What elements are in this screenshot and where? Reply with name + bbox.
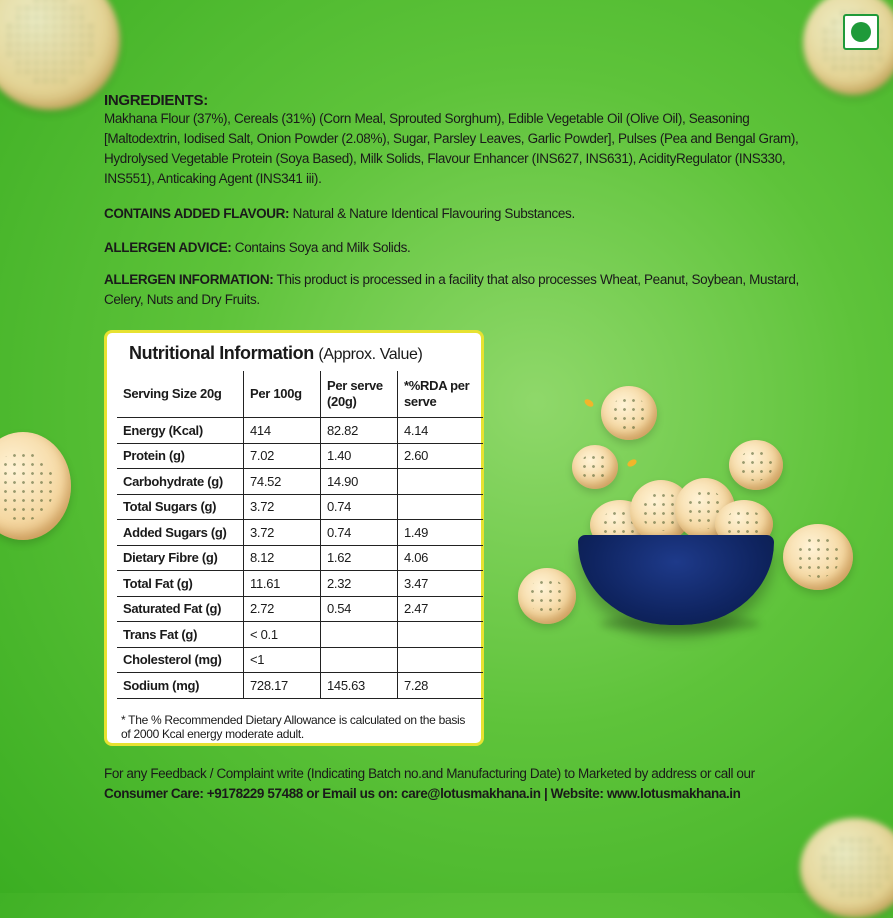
cell-perserve: 145.63 — [321, 673, 398, 699]
ingredients-text: Makhana Flour (37%), Cereals (31%) (Corn Meal, Sprouted Sorghum), Edible Vegetable Oil (Olive Oil), Seasoning [Maltodextrin, Iodised Salt, Onion Powder (2.08%), Sugar, Parsley Leaves, Garlic Powder], Pulses (Pea and Bengal Gram), Hydrolysed Vegetable Protein (Soya Based), Milk Solids, Flavour Enhancer (INS627, INS631), AcidityRegulator (INS330, INS551), Anticaking Agent (INS341 iii). — [104, 111, 799, 186]
cell-perserve: 14.90 — [321, 469, 398, 495]
makhana-puff-flying — [729, 440, 783, 490]
row-label: Trans Fat (g) — [117, 622, 244, 648]
allergen-information — [104, 270, 804, 310]
makhana-puff-flying — [518, 568, 576, 624]
table-row — [117, 545, 483, 571]
allergen-info-text: This product is processed in a facility that also processes Wheat, Peanut, Soybean, Mustard, Celery, Nuts and Dry Fruits. — [104, 272, 799, 307]
cell-perserve: 0.74 — [321, 520, 398, 546]
nutrition-title — [129, 343, 422, 364]
cell-per100: 728.17 — [244, 673, 321, 699]
table-row — [117, 494, 483, 520]
row-label: Dietary Fibre (g) — [117, 545, 244, 571]
cell-per100: 414 — [244, 418, 321, 444]
table-row — [117, 520, 483, 546]
nutrition-footnote: * The % Recommended Dietary Allowance is calculated on the basis of 2000 Kcal energy moderate adult. — [121, 713, 466, 741]
table-row — [117, 571, 483, 597]
row-label: Total Fat (g) — [117, 571, 244, 597]
cell-per100: 2.72 — [244, 596, 321, 622]
contains-flavour — [104, 204, 824, 224]
nutrition-title-text: Nutritional Information — [129, 343, 314, 363]
cell-per100: < 0.1 — [244, 622, 321, 648]
cell-rda — [398, 494, 484, 520]
veg-mark-icon — [843, 14, 879, 50]
makhana-puff-flying — [601, 386, 657, 440]
feedback-line-1: For any Feedback / Complaint write (Indicating Batch no.and Manufacturing Date) to Marketed by address or call our — [104, 766, 755, 781]
table-row — [117, 418, 483, 444]
table-row — [117, 673, 483, 699]
cell-per100: 3.72 — [244, 520, 321, 546]
nutrition-table — [117, 371, 483, 699]
cell-perserve: 82.82 — [321, 418, 398, 444]
contains-flavour-label: CONTAINS ADDED FLAVOUR: — [104, 206, 290, 221]
allergen-info-label: ALLERGEN INFORMATION: — [104, 272, 274, 287]
seed-fleck — [583, 398, 595, 409]
cell-perserve: 1.40 — [321, 443, 398, 469]
cell-per100: 8.12 — [244, 545, 321, 571]
cell-perserve — [321, 647, 398, 673]
makhana-puff-flying — [783, 524, 853, 590]
ingredients-title: INGREDIENTS: — [104, 92, 208, 109]
feedback-section — [104, 764, 755, 804]
cell-rda: 2.47 — [398, 596, 484, 622]
table-row — [117, 443, 483, 469]
contains-flavour-text: Natural & Nature Identical Flavouring Substances. — [289, 206, 575, 221]
cell-perserve: 1.62 — [321, 545, 398, 571]
header-cell: Per 100g — [244, 371, 321, 418]
row-label: Saturated Fat (g) — [117, 596, 244, 622]
cell-rda — [398, 469, 484, 495]
cell-perserve: 2.32 — [321, 571, 398, 597]
cell-rda — [398, 622, 484, 648]
cell-per100: 7.02 — [244, 443, 321, 469]
makhana-puff-topleft — [0, 0, 120, 110]
cell-rda: 1.49 — [398, 520, 484, 546]
table-header-row — [117, 371, 483, 418]
makhana-puff-bottomright — [800, 818, 893, 918]
allergen-advice-text: Contains Soya and Milk Solids. — [231, 240, 411, 255]
makhana-puff-flying — [572, 445, 618, 489]
row-label: Sodium (mg) — [117, 673, 244, 699]
table-row — [117, 647, 483, 673]
cell-rda: 4.06 — [398, 545, 484, 571]
table-row — [117, 622, 483, 648]
cell-rda — [398, 647, 484, 673]
header-cell: Per serve (20g) — [321, 371, 398, 418]
feedback-line-2: Consumer Care: +9178229 57488 or Email us on: care@lotusmakhana.in | Website: www.lotusmakhana.in — [104, 786, 741, 801]
header-cell: *%RDA per serve — [398, 371, 484, 418]
allergen-advice — [104, 238, 824, 258]
makhana-puff-left — [0, 432, 71, 540]
table-row — [117, 596, 483, 622]
cell-perserve: 0.54 — [321, 596, 398, 622]
allergen-advice-label: ALLERGEN ADVICE: — [104, 240, 232, 255]
cell-per100: 3.72 — [244, 494, 321, 520]
cell-rda: 7.28 — [398, 673, 484, 699]
cell-perserve: 0.74 — [321, 494, 398, 520]
seed-fleck — [626, 458, 638, 468]
row-label: Added Sugars (g) — [117, 520, 244, 546]
nutrition-subtitle: (Approx. Value) — [318, 346, 423, 363]
header-cell: Serving Size 20g — [117, 371, 244, 418]
cell-per100: <1 — [244, 647, 321, 673]
cell-rda: 4.14 — [398, 418, 484, 444]
cell-rda: 2.60 — [398, 443, 484, 469]
row-label: Energy (Kcal) — [117, 418, 244, 444]
row-label: Cholesterol (mg) — [117, 647, 244, 673]
row-label: Protein (g) — [117, 443, 244, 469]
row-label: Carbohydrate (g) — [117, 469, 244, 495]
cell-rda: 3.47 — [398, 571, 484, 597]
row-label: Total Sugars (g) — [117, 494, 244, 520]
table-row — [117, 469, 483, 495]
ingredients-section — [104, 92, 824, 189]
cell-per100: 74.52 — [244, 469, 321, 495]
bowl — [578, 535, 774, 625]
nutrition-table-card — [104, 330, 484, 746]
cell-perserve — [321, 622, 398, 648]
cell-per100: 11.61 — [244, 571, 321, 597]
